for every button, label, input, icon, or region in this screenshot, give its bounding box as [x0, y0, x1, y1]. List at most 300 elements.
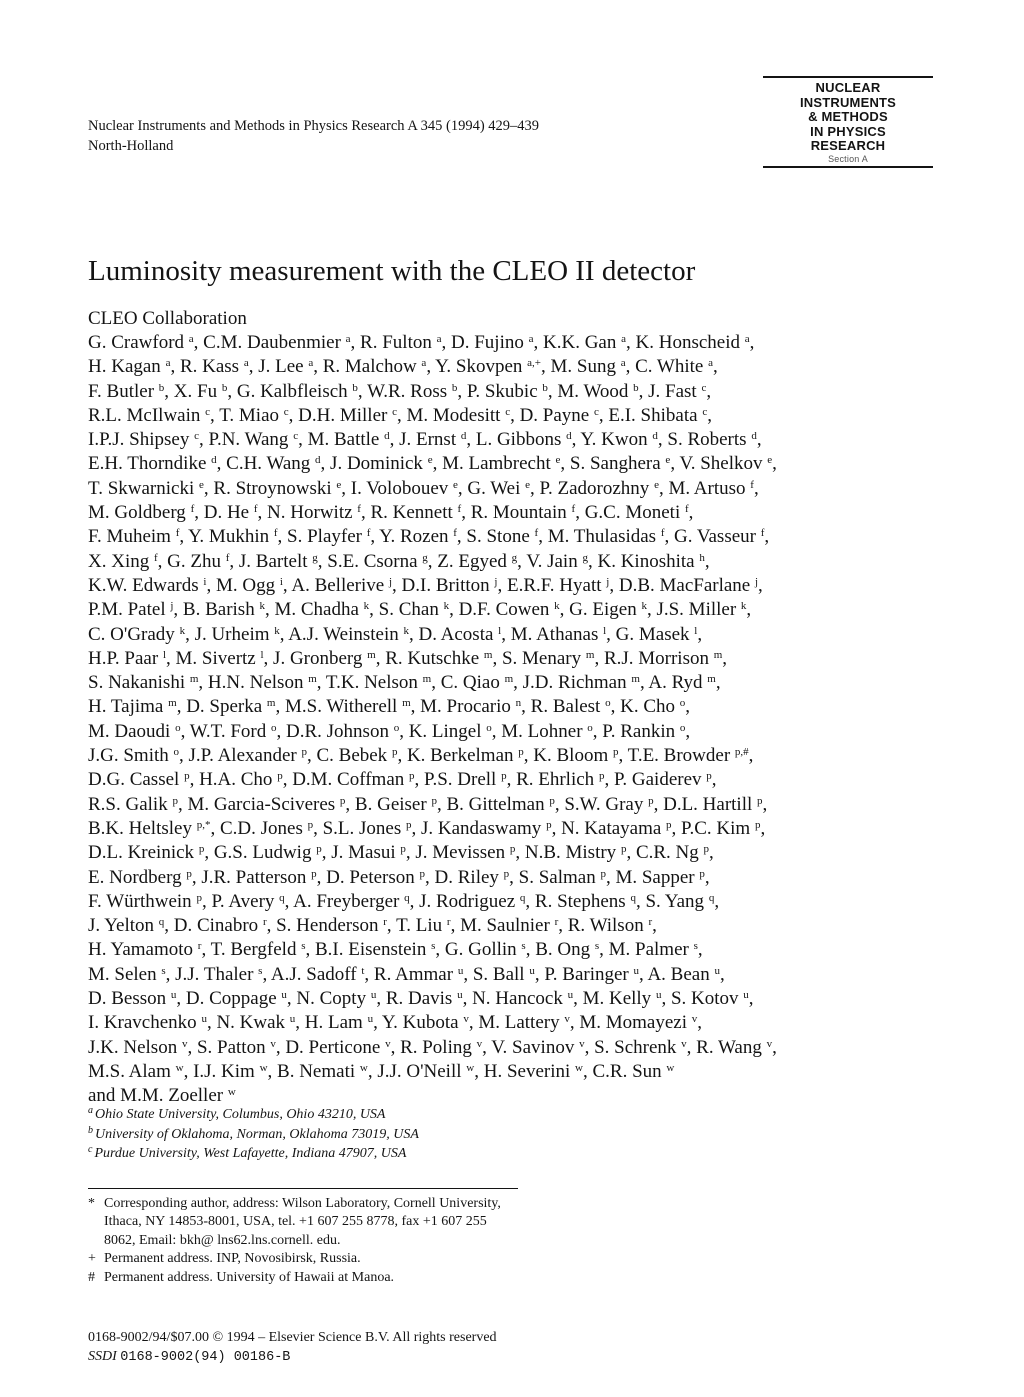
author-name: , T. Miao — [210, 404, 284, 426]
author-name: , A.J. Weinstein — [279, 623, 404, 645]
ssdi-label: SSDI — [88, 1349, 117, 1364]
author-name: M.S. Alam — [88, 1060, 176, 1082]
affiliation-mark: p — [549, 794, 555, 807]
affiliation-mark: f — [253, 503, 258, 516]
author-name: , J. Kandaswamy — [411, 817, 547, 839]
affiliation-mark: o — [173, 746, 180, 759]
affiliation-mark: o — [605, 697, 611, 710]
affiliation-mark: s — [301, 940, 306, 953]
author-name: , — [748, 745, 754, 767]
affiliation-mark: w — [227, 1086, 236, 1099]
affiliation-mark: a,+ — [527, 357, 541, 370]
affiliation-mark: p — [706, 770, 712, 783]
author-name: D. Besson — [88, 988, 171, 1010]
author-name: , — [714, 890, 720, 912]
author-name: , S. Patton — [187, 1036, 271, 1058]
affiliation-mark: f — [760, 527, 765, 540]
affiliation-mark: c — [593, 405, 599, 418]
author-name: , A.J. Sadoff — [262, 963, 362, 985]
affiliation-mark: d — [211, 454, 217, 467]
publisher-line: North-Holland — [88, 138, 174, 154]
affiliation-mark: c — [392, 405, 397, 418]
author-name: , A. Freyberger — [284, 890, 405, 912]
author-name: , — [764, 526, 770, 548]
affiliation-mark: d — [384, 430, 390, 443]
affiliation-mark: p — [598, 770, 605, 783]
author-name: , B. Geiser — [345, 793, 432, 815]
author-name: , M. Wood — [547, 380, 634, 402]
affiliation-mark: p — [316, 843, 322, 856]
author-name: , S. Yang — [635, 890, 709, 912]
author-name: , S. Salman — [509, 866, 601, 888]
author-name: , — [749, 332, 755, 353]
affiliation-mark: u — [170, 989, 177, 1002]
author-name: , C. Bebek — [306, 745, 392, 767]
author-name: , Y. Kwon — [571, 429, 653, 451]
author-name: F. Butler — [88, 380, 159, 402]
author-name: H. Tajima — [88, 696, 169, 718]
copyright-line: 0168-9002/94/$07.00 © 1994 – Elsevier Science B.V. All rights reserved — [88, 1330, 497, 1345]
author-line — [88, 793, 948, 817]
affiliation-mark: u — [457, 964, 464, 977]
affiliation-item — [88, 1144, 788, 1164]
author-line — [88, 768, 948, 792]
affiliation-mark: p — [620, 843, 627, 856]
affiliation-mark: d — [751, 430, 757, 443]
author-name: , K.K. Gan — [533, 332, 622, 353]
affiliation-mark: k — [259, 600, 265, 613]
author-name: G. Crawford — [88, 332, 189, 353]
author-name: M. Daoudi — [88, 720, 176, 742]
affiliation-mark: s — [431, 940, 436, 953]
author-name: , M.S. Witherell — [275, 696, 403, 718]
author-name: , T.K. Nelson — [316, 672, 423, 694]
author-name: , J.P. Alexander — [179, 745, 302, 767]
affiliation-mark: f — [366, 527, 371, 540]
author-line — [88, 817, 948, 841]
author-name: , — [704, 866, 710, 888]
affiliation-mark: w — [575, 1061, 583, 1074]
author-line — [88, 550, 948, 574]
author-name: , — [746, 599, 752, 621]
affiliation-mark: p — [172, 794, 178, 807]
logo-line: & METHODS — [808, 109, 888, 125]
affiliation-mark: r — [648, 916, 653, 929]
author-name: F. Würthwein — [88, 890, 197, 912]
author-name: , D.H. Miller — [288, 404, 393, 426]
affiliation-mark: f — [175, 527, 180, 540]
affiliation-mark: p — [409, 770, 415, 783]
footnote-item — [88, 1269, 518, 1287]
author-name: R.S. Galik — [88, 793, 173, 815]
affiliation-mark: p — [600, 867, 606, 880]
copyright-notice — [88, 1328, 688, 1367]
affiliation-mark: h — [699, 551, 705, 564]
affiliation-mark: e — [336, 478, 342, 491]
affiliation-mark: u — [743, 989, 749, 1002]
author-name: , — [762, 793, 768, 815]
author-line — [88, 501, 948, 525]
logo-line: RESEARCH — [810, 138, 886, 154]
author-name: , J.S. Miller — [646, 599, 741, 621]
affiliation-mark: f — [357, 503, 361, 516]
affiliation-mark: a — [188, 333, 194, 345]
author-name: , I.J. Kim — [183, 1060, 260, 1082]
author-name: , — [704, 550, 710, 572]
author-name: , X. Fu — [164, 380, 222, 402]
paper-title: Luminosity measurement with the CLEO II detector — [88, 255, 696, 287]
affiliation-mark: f — [750, 478, 754, 491]
author-name: , A. Bellerive — [282, 574, 389, 596]
affiliation-mark: g — [511, 551, 518, 564]
author-name: , D. He — [194, 502, 254, 524]
affiliation-mark: k — [554, 600, 560, 613]
author-name: , G. Vasseur — [664, 526, 761, 548]
affiliation-mark: m — [266, 697, 276, 710]
affiliation-mark: r — [554, 916, 559, 929]
author-name: , M. Kelly — [573, 988, 656, 1010]
author-line — [88, 404, 948, 428]
affiliation-mark: p — [186, 867, 192, 880]
affiliation-mark: n — [515, 697, 522, 710]
author-name: , R. Ammar — [364, 963, 458, 985]
author-name: , D. Perticone — [275, 1036, 386, 1058]
affiliation-mark: p — [501, 770, 507, 783]
affiliation-mark: k — [363, 600, 370, 613]
affiliation-mark: o — [679, 721, 686, 734]
affiliation-mark: u — [567, 989, 574, 1002]
affiliation-mark: d — [652, 430, 658, 443]
footnote-mark: * — [88, 1196, 95, 1211]
affiliation-mark: p — [503, 867, 510, 880]
affiliation-mark: v — [681, 1037, 687, 1050]
author-line — [88, 963, 948, 987]
author-name: , J. Fast — [638, 380, 702, 402]
affiliation-mark: d — [566, 430, 572, 443]
affiliation-mark: p — [546, 818, 552, 831]
affiliation-mark: a — [165, 357, 171, 370]
author-name: , R. Stephens — [525, 890, 631, 912]
author-name: , S. Stone — [456, 526, 535, 548]
author-name: , R. Wilson — [558, 915, 649, 937]
author-name: , — [748, 988, 754, 1010]
affiliation-mark: q — [158, 916, 165, 929]
author-name: , J. Gronberg — [263, 647, 368, 669]
affiliation-mark: u — [529, 964, 535, 977]
author-name: , D.R. Johnson — [276, 720, 394, 742]
affiliation-mark: m — [168, 697, 177, 710]
affiliation-mark: c — [88, 1144, 93, 1155]
author-name: , P. Rankin — [592, 720, 680, 742]
affiliation-mark: p — [196, 891, 202, 904]
author-name: , — [685, 696, 690, 718]
affiliation-mark: u — [367, 1013, 374, 1026]
affiliation-mark: s — [693, 940, 698, 953]
affiliation-mark: i — [279, 575, 283, 588]
author-name: , M. Thulasidas — [538, 526, 661, 548]
affiliation-mark: f — [534, 527, 539, 540]
author-line — [88, 744, 948, 768]
affiliation-mark: l — [694, 624, 698, 637]
affiliation-mark: q — [630, 891, 636, 904]
affiliation-mark: e — [555, 454, 561, 467]
author-name: , J.R. Patterson — [191, 866, 312, 888]
author-name: , A. Bean — [639, 963, 715, 985]
author-name: , R. Malchow — [313, 356, 422, 378]
author-name: , C. Qiao — [431, 672, 505, 694]
affiliation-mark: p,# — [734, 746, 749, 759]
author-name: , P. Baringer — [534, 963, 634, 985]
logo-rule-top — [763, 76, 933, 78]
affiliation-mark: j — [606, 575, 610, 588]
author-name: , G. Masek — [606, 623, 695, 645]
affiliation-mark: k — [179, 624, 186, 637]
affiliation-mark: f — [225, 551, 230, 564]
author-name: , T. Bergfeld — [201, 939, 302, 961]
author-name: , J. Ernst — [389, 429, 461, 451]
author-name: , A. Ryd — [639, 672, 708, 694]
affiliation-mark: m — [504, 673, 514, 686]
author-name: , — [756, 429, 762, 451]
affiliation-mark: l — [162, 648, 167, 661]
logo-rule-bottom — [763, 166, 933, 168]
author-name: T. Skwarnicki — [88, 477, 199, 499]
affiliation-mark: u — [201, 1013, 207, 1026]
affiliation-mark: w — [666, 1061, 675, 1074]
author-name: , T. Liu — [386, 915, 447, 937]
affiliation-mark: a — [345, 333, 351, 345]
affiliation-mark: o — [393, 721, 400, 734]
author-name: , — [709, 842, 714, 864]
author-line — [88, 647, 948, 671]
author-name: , Y. Skovpen — [426, 356, 528, 378]
author-name: , M. Ogg — [206, 574, 280, 596]
author-name: , D.F. Cowen — [449, 599, 555, 621]
author-name: , D.I. Britton — [392, 574, 495, 596]
author-name: , M. Lohner — [491, 720, 588, 742]
journal-logo — [763, 76, 933, 168]
footnote-text: Corresponding author, address: Wilson Laboratory, Cornell University, Ithaca, NY 14853-8001, USA, tel. +1 607 255 8778, fax +1 607 255 8062, Email: bkh@ lns62.lns.cornell. edu. — [104, 1196, 501, 1248]
author-line — [88, 428, 948, 452]
author-name: , K. Honscheid — [626, 332, 745, 353]
logo-line: INSTRUMENTS — [799, 94, 897, 110]
author-name: , N. Katayama — [551, 817, 667, 839]
author-name: , W.T. Ford — [180, 720, 272, 742]
author-name: , M. Sapper — [605, 866, 700, 888]
affiliation-mark: m — [707, 673, 716, 686]
affiliation-mark: k — [443, 600, 450, 613]
affiliation-mark: d — [315, 454, 321, 467]
author-name: , — [753, 477, 759, 499]
author-name: , M. Palmer — [599, 939, 694, 961]
author-name: , S. Chan — [369, 599, 444, 621]
author-line — [88, 890, 948, 914]
author-name: K.W. Edwards — [88, 574, 204, 596]
author-name: J. Yelton — [88, 915, 159, 937]
author-name: , P. Gaiderev — [604, 769, 707, 791]
affiliation-mark: p — [699, 867, 705, 880]
author-name: , D.B. MacFarlane — [609, 574, 755, 596]
affiliation-mark: k — [403, 624, 409, 637]
affiliation-mark: b — [221, 381, 228, 394]
author-name: , K. Berkelman — [397, 745, 519, 767]
author-line — [88, 695, 948, 719]
author-name: , C.H. Wang — [216, 453, 316, 475]
author-name: , — [685, 720, 691, 742]
author-name: , D.L. Hartill — [653, 793, 758, 815]
affiliation-mark: p — [757, 794, 763, 807]
citation-line: Nuclear Instruments and Methods in Physics Research A 345 (1994) 429–439 — [88, 118, 540, 134]
author-name: , Z. Egyed — [427, 550, 512, 572]
author-name: , Y. Mukhin — [179, 526, 274, 548]
affiliation-mark: f — [273, 527, 278, 540]
affiliation-mark: j — [170, 600, 174, 613]
affiliation-mark: o — [175, 721, 181, 734]
author-name: , N. Hancock — [462, 988, 568, 1010]
author-name: , B.I. Eisenstein — [305, 939, 432, 961]
affiliation-text: Ohio State University, Columbus, Ohio 43210, USA — [95, 1107, 386, 1122]
affiliation-mark: p — [307, 818, 314, 831]
author-name: , R. Fulton — [350, 332, 437, 353]
affiliation-mark: o — [271, 721, 277, 734]
author-name: , B. Ong — [525, 939, 595, 961]
author-name: , D. Payne — [510, 404, 594, 426]
affiliation-mark: r — [383, 916, 387, 929]
author-line — [88, 525, 948, 549]
author-name: M. Selen — [88, 963, 162, 985]
affiliation-mark: p — [703, 843, 710, 856]
affiliation-mark: w — [466, 1061, 475, 1074]
author-name: , C. White — [625, 356, 709, 378]
logo-section: Section A — [828, 153, 868, 164]
author-name: , — [688, 502, 694, 524]
author-name: , R. Stroynowski — [203, 477, 337, 499]
affiliation-mark: k — [641, 600, 647, 613]
author-line — [88, 1036, 948, 1060]
author-name: , M. Garcia-Sciveres — [177, 793, 340, 815]
footnote-list — [88, 1188, 518, 1287]
author-name: , P. Zadorozhny — [530, 477, 655, 499]
affiliation-text: University of Oklahoma, Norman, Oklahoma 73019, USA — [95, 1126, 419, 1142]
author-name: , D.M. Coffman — [282, 769, 409, 791]
author-name: , K. Cho — [610, 696, 680, 718]
author-line — [88, 938, 948, 962]
author-name: , V. Shelkov — [670, 453, 768, 475]
affiliation-mark: a — [88, 1105, 93, 1116]
affiliation-mark: w — [175, 1061, 184, 1074]
affiliation-mark: v — [181, 1037, 188, 1050]
author-name: X. Xing — [88, 550, 154, 572]
author-name: , M. Momayezi — [569, 1012, 692, 1034]
author-name: , M. Chadha — [264, 599, 364, 621]
collaboration-label: CLEO Collaboration — [88, 308, 247, 329]
affiliation-mark: u — [281, 989, 287, 1002]
author-name: , S. Schrenk — [584, 1036, 682, 1058]
affiliation-mark: t — [361, 964, 365, 977]
affiliation-mark: e — [525, 478, 531, 491]
footnote-mark: + — [88, 1251, 96, 1267]
affiliation-mark: l — [260, 648, 264, 661]
affiliation-mark: f — [190, 503, 195, 516]
author-name: , G. Zhu — [157, 550, 226, 572]
affiliation-mark: m — [422, 673, 432, 686]
author-name: , S.W. Gray — [554, 793, 649, 815]
affiliation-mark: b — [88, 1124, 93, 1136]
author-name: , S.E. Csorna — [317, 550, 423, 572]
affiliation-mark: a — [421, 357, 427, 370]
author-name: , M. Artuso — [658, 477, 751, 499]
author-name: , H. Severini — [474, 1060, 576, 1082]
author-name: P.M. Patel — [88, 599, 171, 621]
author-name: , — [697, 623, 703, 645]
affiliation-mark: k — [740, 600, 747, 613]
author-name: H. Kagan — [88, 356, 166, 378]
affiliation-mark: b — [158, 381, 165, 394]
author-name: , Y. Kubota — [373, 1012, 464, 1034]
author-name: , D. Cinabro — [164, 915, 263, 937]
author-line — [88, 574, 948, 598]
affiliation-mark: p — [431, 794, 437, 807]
affiliation-mark: f — [571, 503, 576, 516]
author-line — [88, 452, 948, 476]
author-line — [88, 355, 948, 379]
author-name: , D. Peterson — [316, 866, 420, 888]
author-name: , J. Mevissen — [405, 842, 510, 864]
author-name: , M. Procario — [410, 696, 516, 718]
footnote-item — [88, 1195, 518, 1250]
affiliation-mark: a — [243, 357, 249, 370]
affiliation-mark: c — [283, 405, 289, 418]
affiliation-mark: p — [666, 818, 672, 831]
author-name: , P.S. Drell — [414, 769, 502, 791]
author-name: , B. Nemati — [267, 1060, 360, 1082]
author-name: , — [697, 939, 703, 961]
author-name: J.G. Smith — [88, 745, 174, 767]
author-name: , G.C. Moneti — [575, 502, 685, 524]
affiliation-mark: q — [519, 891, 526, 904]
affiliation-mark: v — [270, 1037, 276, 1050]
author-name: , R. Mountain — [461, 502, 572, 524]
author-line — [88, 380, 948, 404]
affiliation-mark: k — [274, 624, 280, 637]
affiliation-mark: p — [648, 794, 654, 807]
author-name: , D. Fujino — [441, 332, 529, 353]
author-name: , — [713, 356, 718, 378]
author-name: , — [707, 404, 712, 426]
author-name: , N. Horwitz — [257, 502, 358, 524]
affiliation-mark: g — [582, 551, 588, 564]
affiliation-mark: a — [308, 357, 314, 370]
author-name: , D. Acosta — [408, 623, 499, 645]
affiliation-mark: g — [312, 551, 318, 564]
affiliation-item — [88, 1105, 788, 1125]
author-list — [88, 331, 948, 1109]
affiliation-mark: v — [463, 1013, 469, 1026]
affiliation-mark: m — [189, 673, 199, 686]
author-name: , M. Sivertz — [166, 647, 261, 669]
affiliation-mark: e — [665, 454, 671, 467]
author-name: , M. Saulnier — [450, 915, 555, 937]
affiliation-mark: m — [483, 648, 493, 661]
author-name: , C.R. Sun — [582, 1060, 667, 1082]
affiliation-mark: a — [621, 333, 626, 345]
affiliation-mark: m — [402, 697, 411, 710]
affiliation-mark: j — [388, 575, 393, 588]
affiliation-mark: f — [660, 527, 665, 540]
affiliation-mark: p — [406, 818, 412, 831]
author-name: , — [772, 1036, 777, 1058]
logo-line: NUCLEAR — [815, 80, 881, 95]
